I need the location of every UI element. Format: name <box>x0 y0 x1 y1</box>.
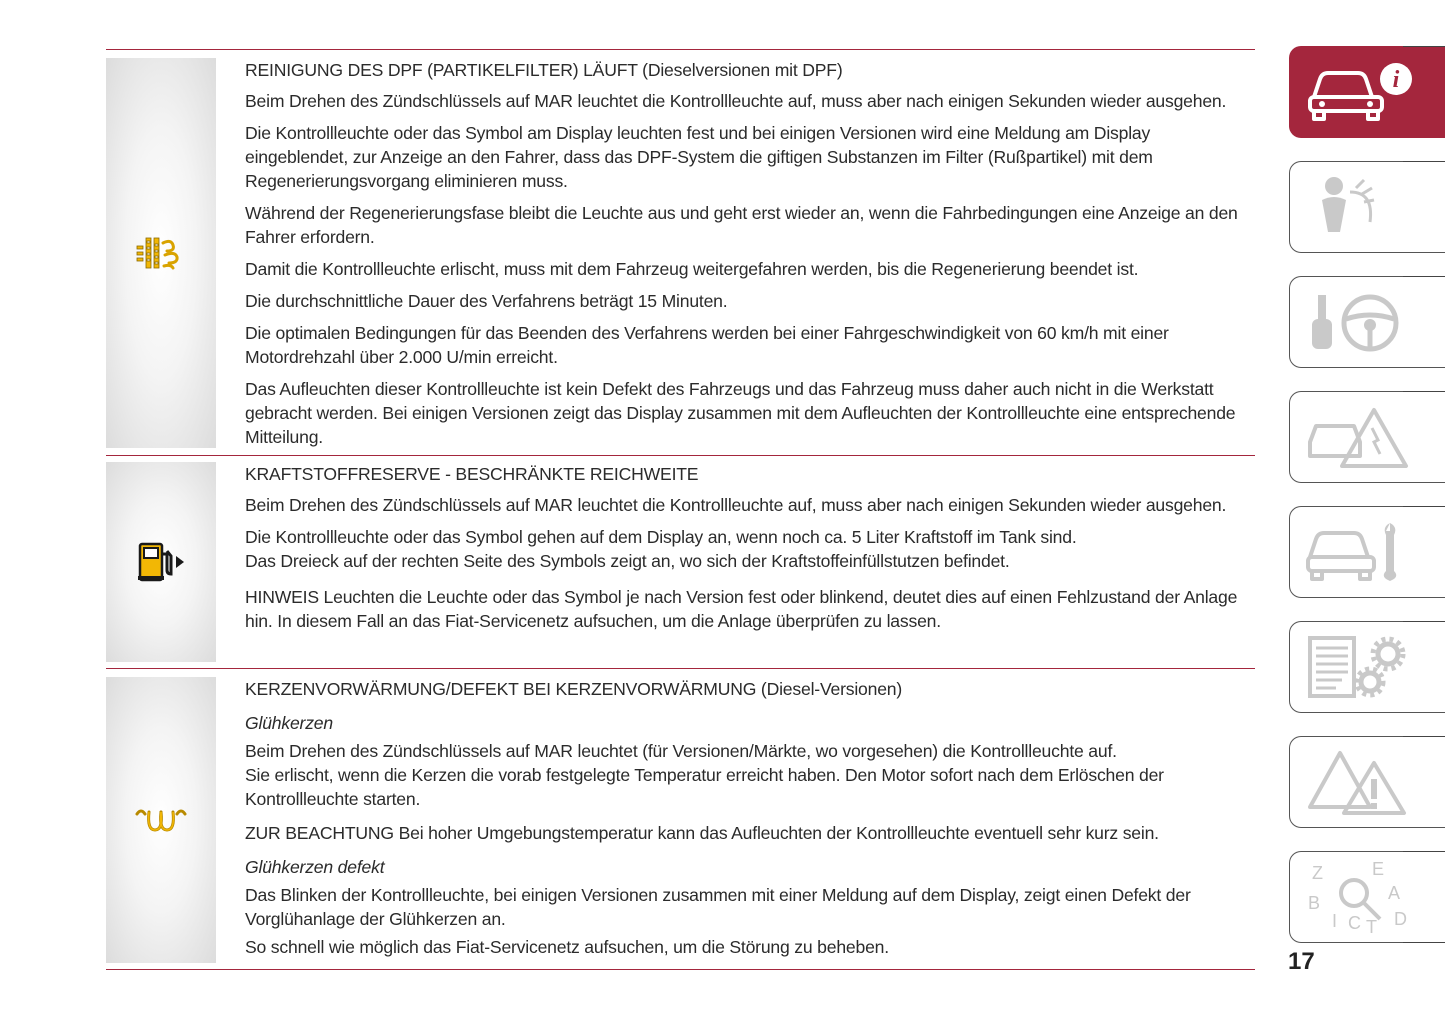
tab-index[interactable] <box>1289 851 1445 943</box>
paragraph: Das Blinken der Kontrollleuchte, bei einigen Versionen zusammen mit einer Meldung auf dem Display, zeigt einen Defekt der Vorglühanlage der Glühkerzen an. <box>245 885 1191 929</box>
index-letter: E <box>1372 859 1385 879</box>
paragraph: So schnell wie möglich das Fiat-Servicenetz aufsuchen, um die Störung zu beheben. <box>245 937 889 957</box>
section-dpf <box>106 58 1255 448</box>
document-gear-icon <box>1304 632 1414 702</box>
top-rule <box>106 49 1255 50</box>
paragraph: Damit die Kontrollleuchte erlischt, muss mit dem Fahrzeug weitergefahren werden, bis die Regenerierung beendet ist. <box>245 259 1139 279</box>
tab-starting-driving[interactable] <box>1289 276 1445 368</box>
section-divider-2 <box>106 668 1255 669</box>
paragraph: Beim Drehen des Zündschlüssels auf MAR leuchtet (für Versionen/Märkte, wo vorgesehen) die Kontrollleuchte auf. <box>245 741 1117 761</box>
index-letter: T <box>1366 917 1377 935</box>
index-letter: D <box>1394 909 1407 929</box>
note-paragraph: HINWEIS Leuchten die Leuchte oder das Symbol je nach Version fest oder blinkend, deutet dies auf einen Fehlzustand der Anlage hin. In diesem Fall an das Fiat-Servicenetz aufsuchen, um die Anlage überprüfen zu lassen. <box>245 587 1238 631</box>
tab-divider <box>1403 161 1445 162</box>
fuel-text <box>245 462 1255 641</box>
section-fuel-reserve <box>106 462 1255 662</box>
car-warning-icon <box>1304 402 1414 472</box>
svg-text:i: i <box>1392 67 1400 93</box>
note-paragraph: ZUR BEACHTUNG Bei hoher Umgebungstemperatur kann das Aufleuchten der Kontrollleuchte eventuell sehr kurz sein. <box>245 823 1159 843</box>
paragraph: Beim Drehen des Zündschlüssels auf MAR leuchtet die Kontrollleuchte auf, muss aber nach einigen Sekunden wieder ausgehen. <box>245 495 1227 515</box>
car-info-icon <box>1304 57 1414 127</box>
subheading: Glühkerzen <box>245 713 333 733</box>
tab-divider <box>1403 851 1445 852</box>
glow-plug-icon-panel <box>106 677 216 963</box>
dpf-text <box>245 58 1255 457</box>
paragraph: Die Kontrollleuchte oder das Symbol gehen auf dem Display an, wenn noch ca. 5 Liter Kraftstoff im Tank sind. <box>245 527 1077 547</box>
tab-divider <box>1403 276 1445 277</box>
tab-divider <box>1403 621 1445 622</box>
page-number: 17 <box>1288 948 1315 975</box>
index-letter: B <box>1308 893 1321 913</box>
paragraph: Die durchschnittliche Dauer des Verfahrens beträgt 15 Minuten. <box>245 291 728 311</box>
section-title: KRAFTSTOFFRESERVE - BESCHRÄNKTE REICHWEITE <box>245 464 699 484</box>
index-letter: A <box>1388 883 1401 903</box>
dpf-icon-panel <box>106 58 216 448</box>
glow-plug-icon <box>135 806 187 834</box>
index-letter: Z <box>1312 863 1323 883</box>
glow-plug-text <box>245 677 1255 967</box>
paragraph: Die Kontrollleuchte oder das Symbol am Display leuchten fest und bei einigen Versionen wird eine Meldung am Display eingeblendet, zur Anzeige an den Fahrer, dass das DPF-System die giftigen Substanzen im Filter (Rußpartikel) mit dem Regenerierungsvorgang eliminieren muss. <box>245 123 1153 191</box>
tab-maintenance[interactable] <box>1289 506 1445 598</box>
paragraph: Das Aufleuchten dieser Kontrollleuchte ist kein Defekt des Fahrzeugs und das Fahrzeug muss daher auch nicht in die Werkstatt gebracht werden. Bei einigen Versionen zeigt das Display zusammen mit dem Aufleuchten der Kontrollleuchte eine entsprechende Mitteilung. <box>245 379 1236 447</box>
tab-dashboard-info[interactable] <box>1289 46 1445 138</box>
tab-divider <box>1403 391 1445 392</box>
alphabet-index-icon <box>1304 859 1414 935</box>
index-letter: C <box>1348 913 1361 933</box>
car-wrench-icon <box>1304 517 1414 587</box>
tab-safety[interactable] <box>1289 161 1445 253</box>
tab-divider <box>1403 46 1445 47</box>
tab-emergency[interactable] <box>1289 391 1445 483</box>
bottom-rule <box>106 969 1255 970</box>
fuel-icon-panel <box>106 462 216 662</box>
tab-divider <box>1403 736 1445 737</box>
paragraph: Sie erlischt, wenn die Kerzen die vorab festgelegte Temperatur erreicht haben. Den Motor sofort nach dem Erlöschen der Kontrollleuchte starten. <box>245 765 1164 809</box>
airbag-person-icon <box>1304 172 1394 242</box>
paragraph: Während der Regenerierungsfase bleibt die Leuchte aus und geht erst wieder an, wenn die Fahrbedingungen eine Anzeige an den Fahrer erfordern. <box>245 203 1238 247</box>
dpf-filter-icon <box>135 233 187 273</box>
tab-warnings[interactable] <box>1289 736 1445 828</box>
section-title: REINIGUNG DES DPF (PARTIKELFILTER) LÄUFT (Dieselversionen mit DPF) <box>245 60 843 80</box>
subheading: Glühkerzen defekt <box>245 857 385 877</box>
warning-triangles-icon <box>1304 747 1414 817</box>
index-letter: I <box>1332 911 1338 931</box>
paragraph: Das Dreieck auf der rechten Seite des Symbols zeigt an, wo sich der Kraftstoffeinfüllstutzen befindet. <box>245 551 1010 571</box>
tab-divider <box>1403 506 1445 507</box>
fuel-pump-icon <box>136 542 186 582</box>
section-title: KERZENVORWÄRMUNG/DEFEKT BEI KERZENVORWÄRMUNG (Diesel-Versionen) <box>245 679 903 699</box>
tab-divider <box>1403 942 1445 943</box>
key-steering-wheel-icon <box>1304 287 1404 357</box>
paragraph: Beim Drehen des Zündschlüssels auf MAR leuchtet die Kontrollleuchte auf, muss aber nach einigen Sekunden wieder ausgehen. <box>245 91 1227 111</box>
paragraph: Die optimalen Bedingungen für das Beenden des Verfahrens werden bei einer Fahrgeschwindigkeit von 60 km/h mit einer Motordrehzahl über 2.000 U/min erreicht. <box>245 323 1169 367</box>
section-glow-plugs <box>106 677 1255 963</box>
tab-technical-data[interactable] <box>1289 621 1445 713</box>
